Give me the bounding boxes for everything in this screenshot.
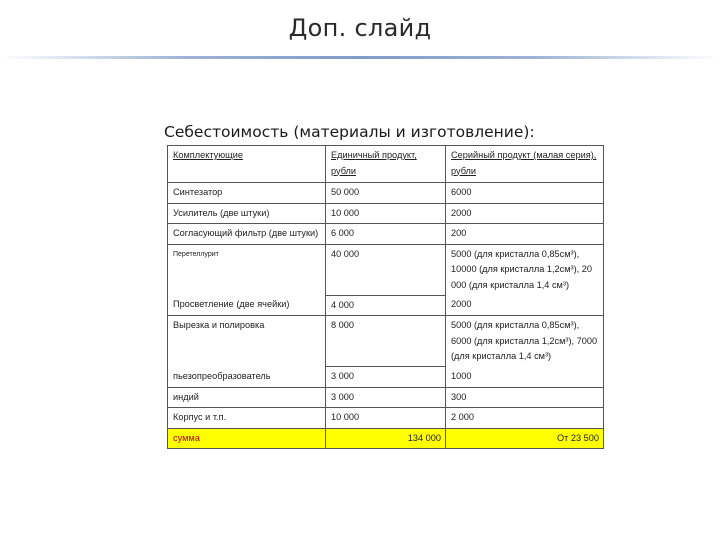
- cell-name: пьезопреобразователь: [168, 367, 326, 388]
- sum-label: сумма: [173, 432, 200, 443]
- cell-serial: 2000: [446, 203, 604, 224]
- table-row: [168, 183, 604, 204]
- cell-unit: 4 000: [326, 295, 446, 316]
- cell-serial: 6000: [446, 183, 604, 204]
- sum-label-cell: [168, 428, 326, 449]
- cell-name: Корпус и т.п.: [168, 408, 326, 429]
- cell-unit: 10 000: [326, 408, 446, 429]
- cell-name: индий: [168, 387, 326, 408]
- cell-unit: 6 000: [326, 224, 446, 245]
- cell-serial: 200: [446, 224, 604, 245]
- table-row: [168, 316, 604, 367]
- cell-serial: 5000 (для кристалла 0,85см³), 10000 (для кристалла 1,2см³), 20 000 (для кристалла 1,4 см³): [446, 244, 604, 295]
- cell-unit: 40 000: [326, 244, 446, 295]
- cell-name: Согласующий фильтр (две штуки): [168, 224, 326, 245]
- cost-table: [167, 145, 604, 449]
- table-row: [168, 408, 604, 429]
- cell-unit: 3 000: [326, 387, 446, 408]
- table-row: [168, 367, 604, 388]
- table-row: [168, 244, 604, 295]
- cell-serial: 1000: [446, 367, 604, 388]
- table-header-row: [168, 146, 604, 183]
- slide-title: Доп. слайд: [288, 14, 432, 42]
- cell-unit: 3 000: [326, 367, 446, 388]
- header-serial-product: Серийный продукт (малая серия), рубли: [446, 146, 604, 183]
- header-unit-product: Единичный продукт, рубли: [326, 146, 446, 183]
- table-row: [168, 224, 604, 245]
- cell-unit: 10 000: [326, 203, 446, 224]
- cell-serial: 2 000: [446, 408, 604, 429]
- header-components: Комплектующие: [168, 146, 326, 183]
- slide-subtitle: Себестоимость (материалы и изготовление):: [164, 123, 535, 141]
- title-divider: [0, 56, 720, 59]
- cell-name: Просветление (две ячейки): [168, 295, 326, 316]
- sum-unit: 134 000: [326, 428, 446, 449]
- cell-unit: 50 000: [326, 183, 446, 204]
- table-sum-row: [168, 428, 604, 449]
- table-row: [168, 295, 604, 316]
- cell-name: Усилитель (две штуки): [168, 203, 326, 224]
- cell-name: Вырезка и полировка: [168, 316, 326, 367]
- cell-name: Синтезатор: [168, 183, 326, 204]
- sum-serial: От 23 500: [446, 428, 604, 449]
- table-row: [168, 203, 604, 224]
- table-row: [168, 387, 604, 408]
- cell-unit: 8 000: [326, 316, 446, 367]
- cell-serial: 300: [446, 387, 604, 408]
- cell-name: Перетеллурит: [168, 244, 326, 295]
- cell-serial: 5000 (для кристалла 0,85см³), 6000 (для кристалла 1,2см³), 7000 (для кристалла 1,4 см³): [446, 316, 604, 367]
- cell-serial: 2000: [446, 295, 604, 316]
